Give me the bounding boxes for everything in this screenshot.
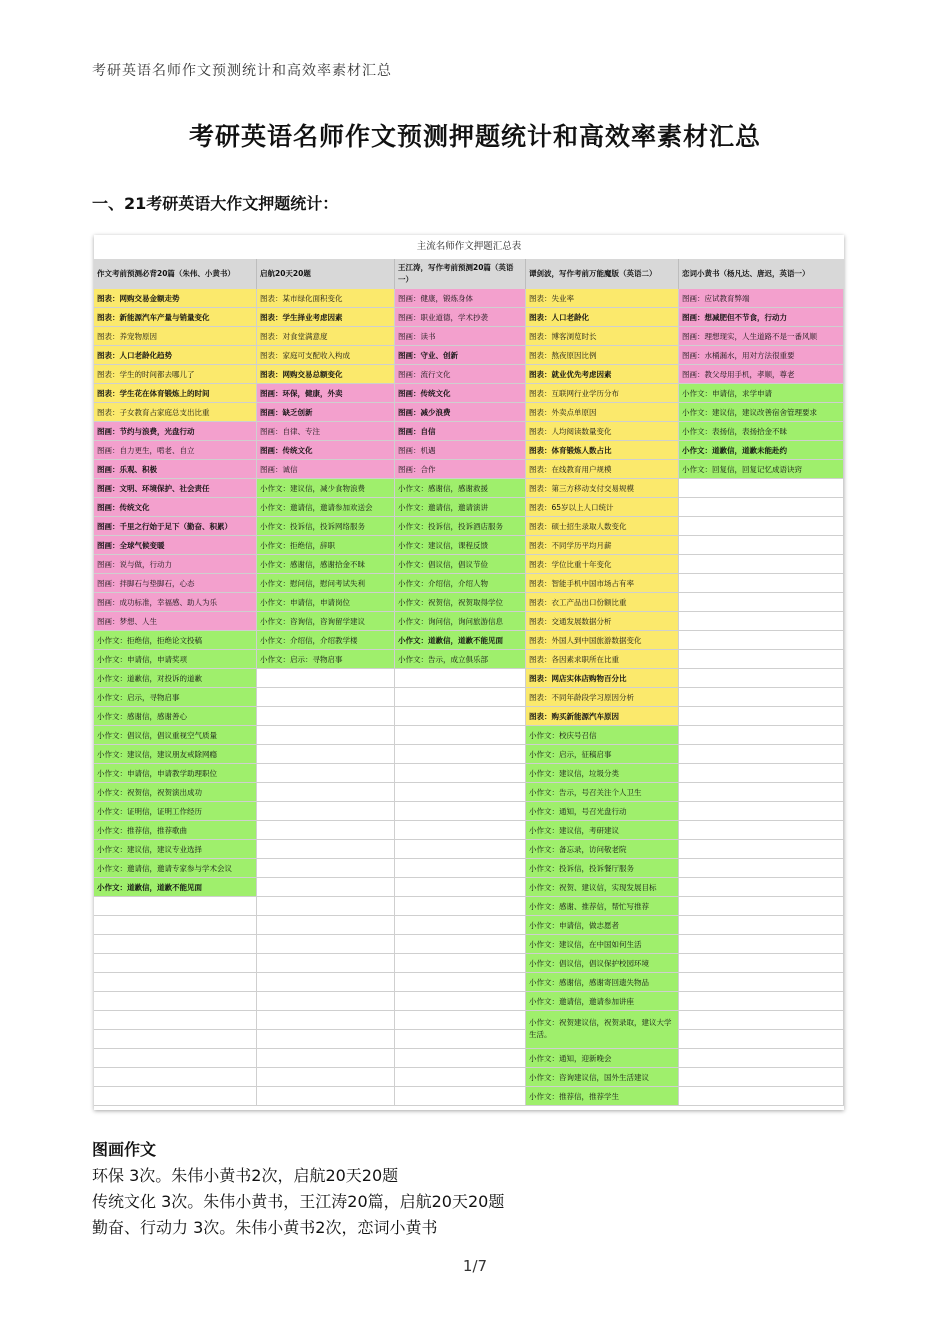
empty-cell — [94, 897, 257, 916]
table-cell: 图表：养宠物原因 — [94, 327, 257, 346]
empty-cell — [679, 517, 844, 536]
table-cell: 图画：说与做，行动力 — [94, 555, 257, 574]
table-cell: 图表：衣工产品出口份额比重 — [526, 593, 679, 612]
table-cell: 图画：传统文化 — [94, 498, 257, 517]
table-cell: 图画：守业、创新 — [395, 346, 526, 365]
table-cell: 图画：想减肥但不节食，行动力 — [679, 308, 844, 327]
empty-cell — [395, 859, 526, 878]
empty-cell — [395, 916, 526, 935]
empty-cell — [679, 745, 844, 764]
empty-cell — [679, 574, 844, 593]
empty-cell — [257, 764, 395, 783]
table-cell: 图画：全球气候变暖 — [94, 536, 257, 555]
empty-cell — [257, 840, 395, 859]
empty-cell — [395, 802, 526, 821]
table-cell: 图画：健康，锻炼身体 — [395, 289, 526, 308]
table-cell: 图表：第三方移动支付交易规模 — [526, 479, 679, 498]
table-cell: 图画：自律、专注 — [257, 422, 395, 441]
empty-cell — [257, 783, 395, 802]
table-cell: 小作文：祝贺、建议信，实现发展目标 — [526, 878, 679, 897]
summary-line: 环保 3次。朱伟小黄书2次，启航20天20题 — [92, 1166, 399, 1185]
table-cell: 图表：网店实体店购物百分比 — [526, 669, 679, 688]
empty-cell — [94, 1049, 257, 1068]
column-header: 恋词小黄书（杨凡达、唐迟，英语一） — [682, 269, 810, 278]
table-cell: 小作文：申请信，申请奖项 — [94, 650, 257, 669]
table-cell: 图画：梦想、人生 — [94, 612, 257, 631]
table-cell: 小作文：咨询建议信，国外生活建议 — [526, 1068, 679, 1087]
table-cell: 小作文：拒绝信，辞职 — [257, 536, 395, 555]
empty-cell — [679, 897, 844, 916]
empty-cell — [395, 669, 526, 688]
table-cell: 小作文：倡议信，倡议节俭 — [395, 555, 526, 574]
table-cell: 图画：拌脚石与垫脚石，心态 — [94, 574, 257, 593]
empty-cell — [257, 688, 395, 707]
table-cell: 小作文：通知，号召光盘行动 — [526, 802, 679, 821]
empty-cell — [257, 669, 395, 688]
table-cell: 小作文：拒绝信，拒绝论文投稿 — [94, 631, 257, 650]
empty-cell — [257, 859, 395, 878]
table-cell: 图画：流行文化 — [395, 365, 526, 384]
table-cell: 小作文：启示，寻物启事 — [94, 688, 257, 707]
empty-cell — [679, 612, 844, 631]
empty-cell — [679, 764, 844, 783]
table-cell: 图画：自力更生，啃老、自立 — [94, 441, 257, 460]
empty-cell — [395, 1049, 526, 1068]
empty-cell — [679, 707, 844, 726]
table-cell: 图画：教父母用手机，孝顺，尊老 — [679, 365, 844, 384]
table-cell: 小作文：投诉信，投诉餐厅服务 — [526, 859, 679, 878]
table-cell: 小作文：申请信，求学申请 — [679, 384, 844, 403]
empty-cell — [679, 821, 844, 840]
table-cell: 小作文：建议信，考研建议 — [526, 821, 679, 840]
table-cell: 小作文：启示：寻物启事 — [257, 650, 395, 669]
empty-cell — [395, 954, 526, 973]
table-cell: 图表：智能手机中国市场占有率 — [526, 574, 679, 593]
table-cell: 图画：读书 — [395, 327, 526, 346]
table-cell: 小作文：道歉信，道歉不能见面 — [94, 878, 257, 897]
empty-cell — [257, 973, 395, 992]
table-cell: 图表：人口老龄化趋势 — [94, 346, 257, 365]
table-cell: 小作文：祝贺信，祝贺演出成功 — [94, 783, 257, 802]
empty-cell — [94, 1068, 257, 1087]
empty-cell — [257, 1011, 395, 1030]
running-header: 考研英语名师作文预测统计和高效率素材汇总 — [92, 63, 392, 79]
table-cell: 小作文：建议信，课程反馈 — [395, 536, 526, 555]
empty-cell — [679, 1030, 844, 1049]
empty-cell — [395, 726, 526, 745]
empty-cell — [679, 555, 844, 574]
empty-cell — [94, 973, 257, 992]
table-cell: 小作文：建议信，建议专业选择 — [94, 840, 257, 859]
table-cell: 图画：合作 — [395, 460, 526, 479]
table-cell: 图表：购买新能源汽车原因 — [526, 707, 679, 726]
spreadsheet-header-row — [94, 259, 844, 290]
table-cell: 图表：人均阅读数量变化 — [526, 422, 679, 441]
table-cell: 小作文：校庆号召信 — [526, 726, 679, 745]
empty-cell — [679, 992, 844, 1011]
empty-cell — [257, 707, 395, 726]
empty-cell — [679, 498, 844, 517]
table-cell: 小作文：道歉信，道歉未能赴约 — [679, 441, 844, 460]
table-cell: 小作文：启示，征稿启事 — [526, 745, 679, 764]
table-cell: 图画：环保，健康，外卖 — [257, 384, 395, 403]
table-cell: 小作文：建议信，建议朋友戒除网瘾 — [94, 745, 257, 764]
empty-cell — [679, 802, 844, 821]
table-cell: 图表：各因素求职所在比重 — [526, 650, 679, 669]
empty-cell — [94, 1011, 257, 1030]
empty-cell — [395, 897, 526, 916]
table-cell: 图画：传统文化 — [257, 441, 395, 460]
prediction-spreadsheet — [94, 235, 844, 1110]
summary-line: 勤奋、行动力 3次。朱伟小黄书2次，恋词小黄书 — [92, 1218, 438, 1237]
table-cell: 图表：博客浏览时长 — [526, 327, 679, 346]
empty-cell — [679, 688, 844, 707]
empty-cell — [94, 1030, 257, 1049]
table-cell: 图表：对食堂满意度 — [257, 327, 395, 346]
empty-cell — [679, 1011, 844, 1030]
column-header: 作文考前预测必背20篇（朱伟、小黄书） — [94, 259, 257, 289]
table-cell: 图表：不同年龄段学习原因分析 — [526, 688, 679, 707]
table-cell: 图表：熬夜原因比例 — [526, 346, 679, 365]
table-cell: 小作文：咨询信，咨询留学建议 — [257, 612, 395, 631]
empty-cell — [257, 1049, 395, 1068]
table-cell: 小作文：推荐信，推荐歌曲 — [94, 821, 257, 840]
table-cell: 图表：学位比重十年变化 — [526, 555, 679, 574]
empty-cell — [395, 688, 526, 707]
empty-cell — [94, 1087, 257, 1106]
table-cell: 小作文：投诉信，投诉酒店服务 — [395, 517, 526, 536]
empty-cell — [395, 878, 526, 897]
table-cell: 图画：传统文化 — [395, 384, 526, 403]
column-wangjiangtao — [395, 289, 526, 1106]
table-cell: 小作文：建议信，在中国如何生活 — [526, 935, 679, 954]
table-cell: 图表：网购交易金额走势 — [94, 289, 257, 308]
table-cell: 图表：在线教育用户规模 — [526, 460, 679, 479]
table-cell: 小作文：询问信，询问旅游信息 — [395, 612, 526, 631]
empty-cell — [257, 1068, 395, 1087]
table-cell: 图表：外卖点单原因 — [526, 403, 679, 422]
empty-cell — [94, 916, 257, 935]
table-cell: 图表：某市绿化面积变化 — [257, 289, 395, 308]
table-cell: 小作文：慰问信，慰问考试失利 — [257, 574, 395, 593]
table-cell: 小作文：介绍信，介绍人物 — [395, 574, 526, 593]
empty-cell — [395, 973, 526, 992]
table-cell: 小作文：通知，迎新晚会 — [526, 1049, 679, 1068]
table-cell: 图表：互联网行业学历分布 — [526, 384, 679, 403]
table-cell: 小作文：感谢信，感谢救援 — [395, 479, 526, 498]
table-cell: 图画：乐观、积极 — [94, 460, 257, 479]
table-cell: 小作文：申请信，申请岗位 — [257, 593, 395, 612]
table-cell: 图表：就业优先考虑因素 — [526, 365, 679, 384]
table-cell: 小作文：道歉信，道歉不能见面 — [395, 631, 526, 650]
empty-cell — [257, 878, 395, 897]
summary-line: 传统文化 3次。朱伟小黄书，王江涛20篇，启航20天20题 — [92, 1192, 505, 1211]
empty-cell — [395, 1068, 526, 1087]
empty-cell — [395, 1030, 526, 1049]
table-cell: 图表：体育锻炼人数占比 — [526, 441, 679, 460]
table-cell: 图画：成功标准，幸福感、助人为乐 — [94, 593, 257, 612]
table-cell: 图表：外国人到中国旅游数据变化 — [526, 631, 679, 650]
empty-cell — [679, 479, 844, 498]
table-cell: 小作文：邀请信，邀请参加欢送会 — [257, 498, 395, 517]
table-cell: 图画：缺乏创新 — [257, 403, 395, 422]
table-cell: 小作文：建议信，减少食物浪费 — [257, 479, 395, 498]
empty-cell — [257, 821, 395, 840]
table-cell: 图表：子女教育占家庭总支出比重 — [94, 403, 257, 422]
picture-essay-heading: 图画作文 — [92, 1140, 157, 1159]
empty-cell — [257, 916, 395, 935]
empty-cell — [257, 802, 395, 821]
table-cell: 小作文：告示，成立俱乐部 — [395, 650, 526, 669]
table-cell: 小作文：感谢、推荐信，帮忙写推荐 — [526, 897, 679, 916]
table-cell: 小作文：建议信，建议改善宿舍管理要求 — [679, 403, 844, 422]
page-number: 1/7 — [462, 1257, 488, 1275]
empty-cell — [679, 878, 844, 897]
table-cell: 小作文：告示，号召关注个人卫生 — [526, 783, 679, 802]
empty-cell — [395, 992, 526, 1011]
empty-cell — [395, 821, 526, 840]
table-cell: 小作文：备忘录，访问敬老院 — [526, 840, 679, 859]
empty-cell — [94, 954, 257, 973]
table-cell: 小作文：祝贺信，祝贺取得学位 — [395, 593, 526, 612]
empty-cell — [257, 954, 395, 973]
table-cell: 小作文：回复信，回复记忆成语诀窍 — [679, 460, 844, 479]
empty-cell — [257, 935, 395, 954]
empty-cell — [679, 954, 844, 973]
table-cell: 小作文：祝贺建议信，祝贺录取，建议大学生活。 — [526, 1011, 679, 1049]
table-cell: 小作文：倡议信，倡议重视空气质量 — [94, 726, 257, 745]
empty-cell — [257, 1087, 395, 1106]
table-cell: 图表：人口老龄化 — [526, 308, 679, 327]
empty-cell — [395, 783, 526, 802]
table-cell: 小作文：感谢信，感谢拾金不昧 — [257, 555, 395, 574]
empty-cell — [257, 726, 395, 745]
table-cell: 图画：应试教育弊端 — [679, 289, 844, 308]
empty-cell — [257, 992, 395, 1011]
empty-cell — [679, 916, 844, 935]
empty-cell — [679, 1068, 844, 1087]
column-header: 谭剑波，写作考前万能魔版（英语二） — [526, 259, 679, 289]
empty-cell — [679, 593, 844, 612]
table-cell: 图画：文明、环境保护、社会责任 — [94, 479, 257, 498]
empty-cell — [94, 935, 257, 954]
table-cell: 图表：不同学历平均月薪 — [526, 536, 679, 555]
table-cell: 图表：新能源汽车产量与销量变化 — [94, 308, 257, 327]
empty-cell — [395, 764, 526, 783]
empty-cell — [679, 783, 844, 802]
table-cell: 图画：节约与浪费，光盘行动 — [94, 422, 257, 441]
empty-cell — [257, 897, 395, 916]
empty-cell — [679, 650, 844, 669]
table-cell: 小作文：介绍信，介绍教学楼 — [257, 631, 395, 650]
table-cell: 小作文：表扬信，表扬拾金不昧 — [679, 422, 844, 441]
table-cell: 图表：家庭可支配收入构成 — [257, 346, 395, 365]
table-cell: 图表：交通发展数据分析 — [526, 612, 679, 631]
table-cell: 图表：学生择业考虑因素 — [257, 308, 395, 327]
column-header: 启航20天20题 — [257, 259, 395, 289]
table-cell: 小作文：证明信，证明工作经历 — [94, 802, 257, 821]
empty-cell — [395, 745, 526, 764]
table-cell: 小作文：邀请信，邀请演讲 — [395, 498, 526, 517]
table-cell: 小作文：感谢信，感谢善心 — [94, 707, 257, 726]
empty-cell — [679, 973, 844, 992]
spreadsheet-title: 主流名师作文押题汇总表 — [94, 235, 844, 260]
table-cell: 图画：水桶漏水，用对方法很重要 — [679, 346, 844, 365]
table-cell: 图画：理想现实，人生道路不是一番风顺 — [679, 327, 844, 346]
table-cell: 小作文：建议信，垃圾分类 — [526, 764, 679, 783]
column-zhuwei — [94, 289, 257, 1106]
empty-cell — [679, 631, 844, 650]
empty-cell — [679, 859, 844, 878]
column-tanjianbo — [526, 289, 679, 1106]
empty-cell — [679, 669, 844, 688]
table-cell: 小作文：邀请信，邀请专家参与学术会议 — [94, 859, 257, 878]
empty-cell — [679, 840, 844, 859]
empty-cell — [395, 935, 526, 954]
table-cell: 小作文：感谢信，感谢寄回遗失物品 — [526, 973, 679, 992]
table-cell: 图表：65岁以上人口统计 — [526, 498, 679, 517]
column-lianci — [679, 289, 844, 1106]
table-cell: 图画：机遇 — [395, 441, 526, 460]
table-cell: 图画：自信 — [395, 422, 526, 441]
table-cell: 小作文：申请信，申请教学助理职位 — [94, 764, 257, 783]
empty-cell — [679, 935, 844, 954]
empty-cell — [679, 726, 844, 745]
table-cell: 图画：减少浪费 — [395, 403, 526, 422]
table-cell: 图表：硕士招生录取人数变化 — [526, 517, 679, 536]
empty-cell — [94, 992, 257, 1011]
section-heading: 一、21考研英语大作文押题统计： — [92, 194, 339, 213]
table-cell: 图画：职业道德，学术抄袭 — [395, 308, 526, 327]
column-header: 王江涛，写作考前预测20篇（英语一） — [395, 259, 526, 289]
table-cell: 图画：千里之行始于足下（勤奋、积累） — [94, 517, 257, 536]
table-cell: 小作文：申请信，做志愿者 — [526, 916, 679, 935]
table-cell: 图表：失业率 — [526, 289, 679, 308]
table-cell: 小作文：道歉信，对投诉的道歉 — [94, 669, 257, 688]
empty-cell — [395, 707, 526, 726]
empty-cell — [395, 1087, 526, 1106]
table-cell: 图表：网购交易总额变化 — [257, 365, 395, 384]
empty-cell — [257, 1030, 395, 1049]
column-qihang — [257, 289, 395, 1106]
table-cell: 图表：学生花在体育锻炼上的时间 — [94, 384, 257, 403]
table-cell: 图表：学生的时间都去哪儿了 — [94, 365, 257, 384]
empty-cell — [679, 1087, 844, 1106]
table-cell: 小作文：投诉信，投诉网络服务 — [257, 517, 395, 536]
empty-cell — [395, 1011, 526, 1030]
table-cell: 小作文：倡议信，倡议保护校园环境 — [526, 954, 679, 973]
document-title: 考研英语名师作文预测押题统计和高效率素材汇总 — [188, 122, 761, 151]
table-cell: 小作文：推荐信，推荐学生 — [526, 1087, 679, 1106]
empty-cell — [257, 745, 395, 764]
table-cell: 小作文：邀请信，邀请参加讲座 — [526, 992, 679, 1011]
table-cell: 图画：诚信 — [257, 460, 395, 479]
empty-cell — [679, 536, 844, 555]
empty-cell — [395, 840, 526, 859]
empty-cell — [679, 1049, 844, 1068]
